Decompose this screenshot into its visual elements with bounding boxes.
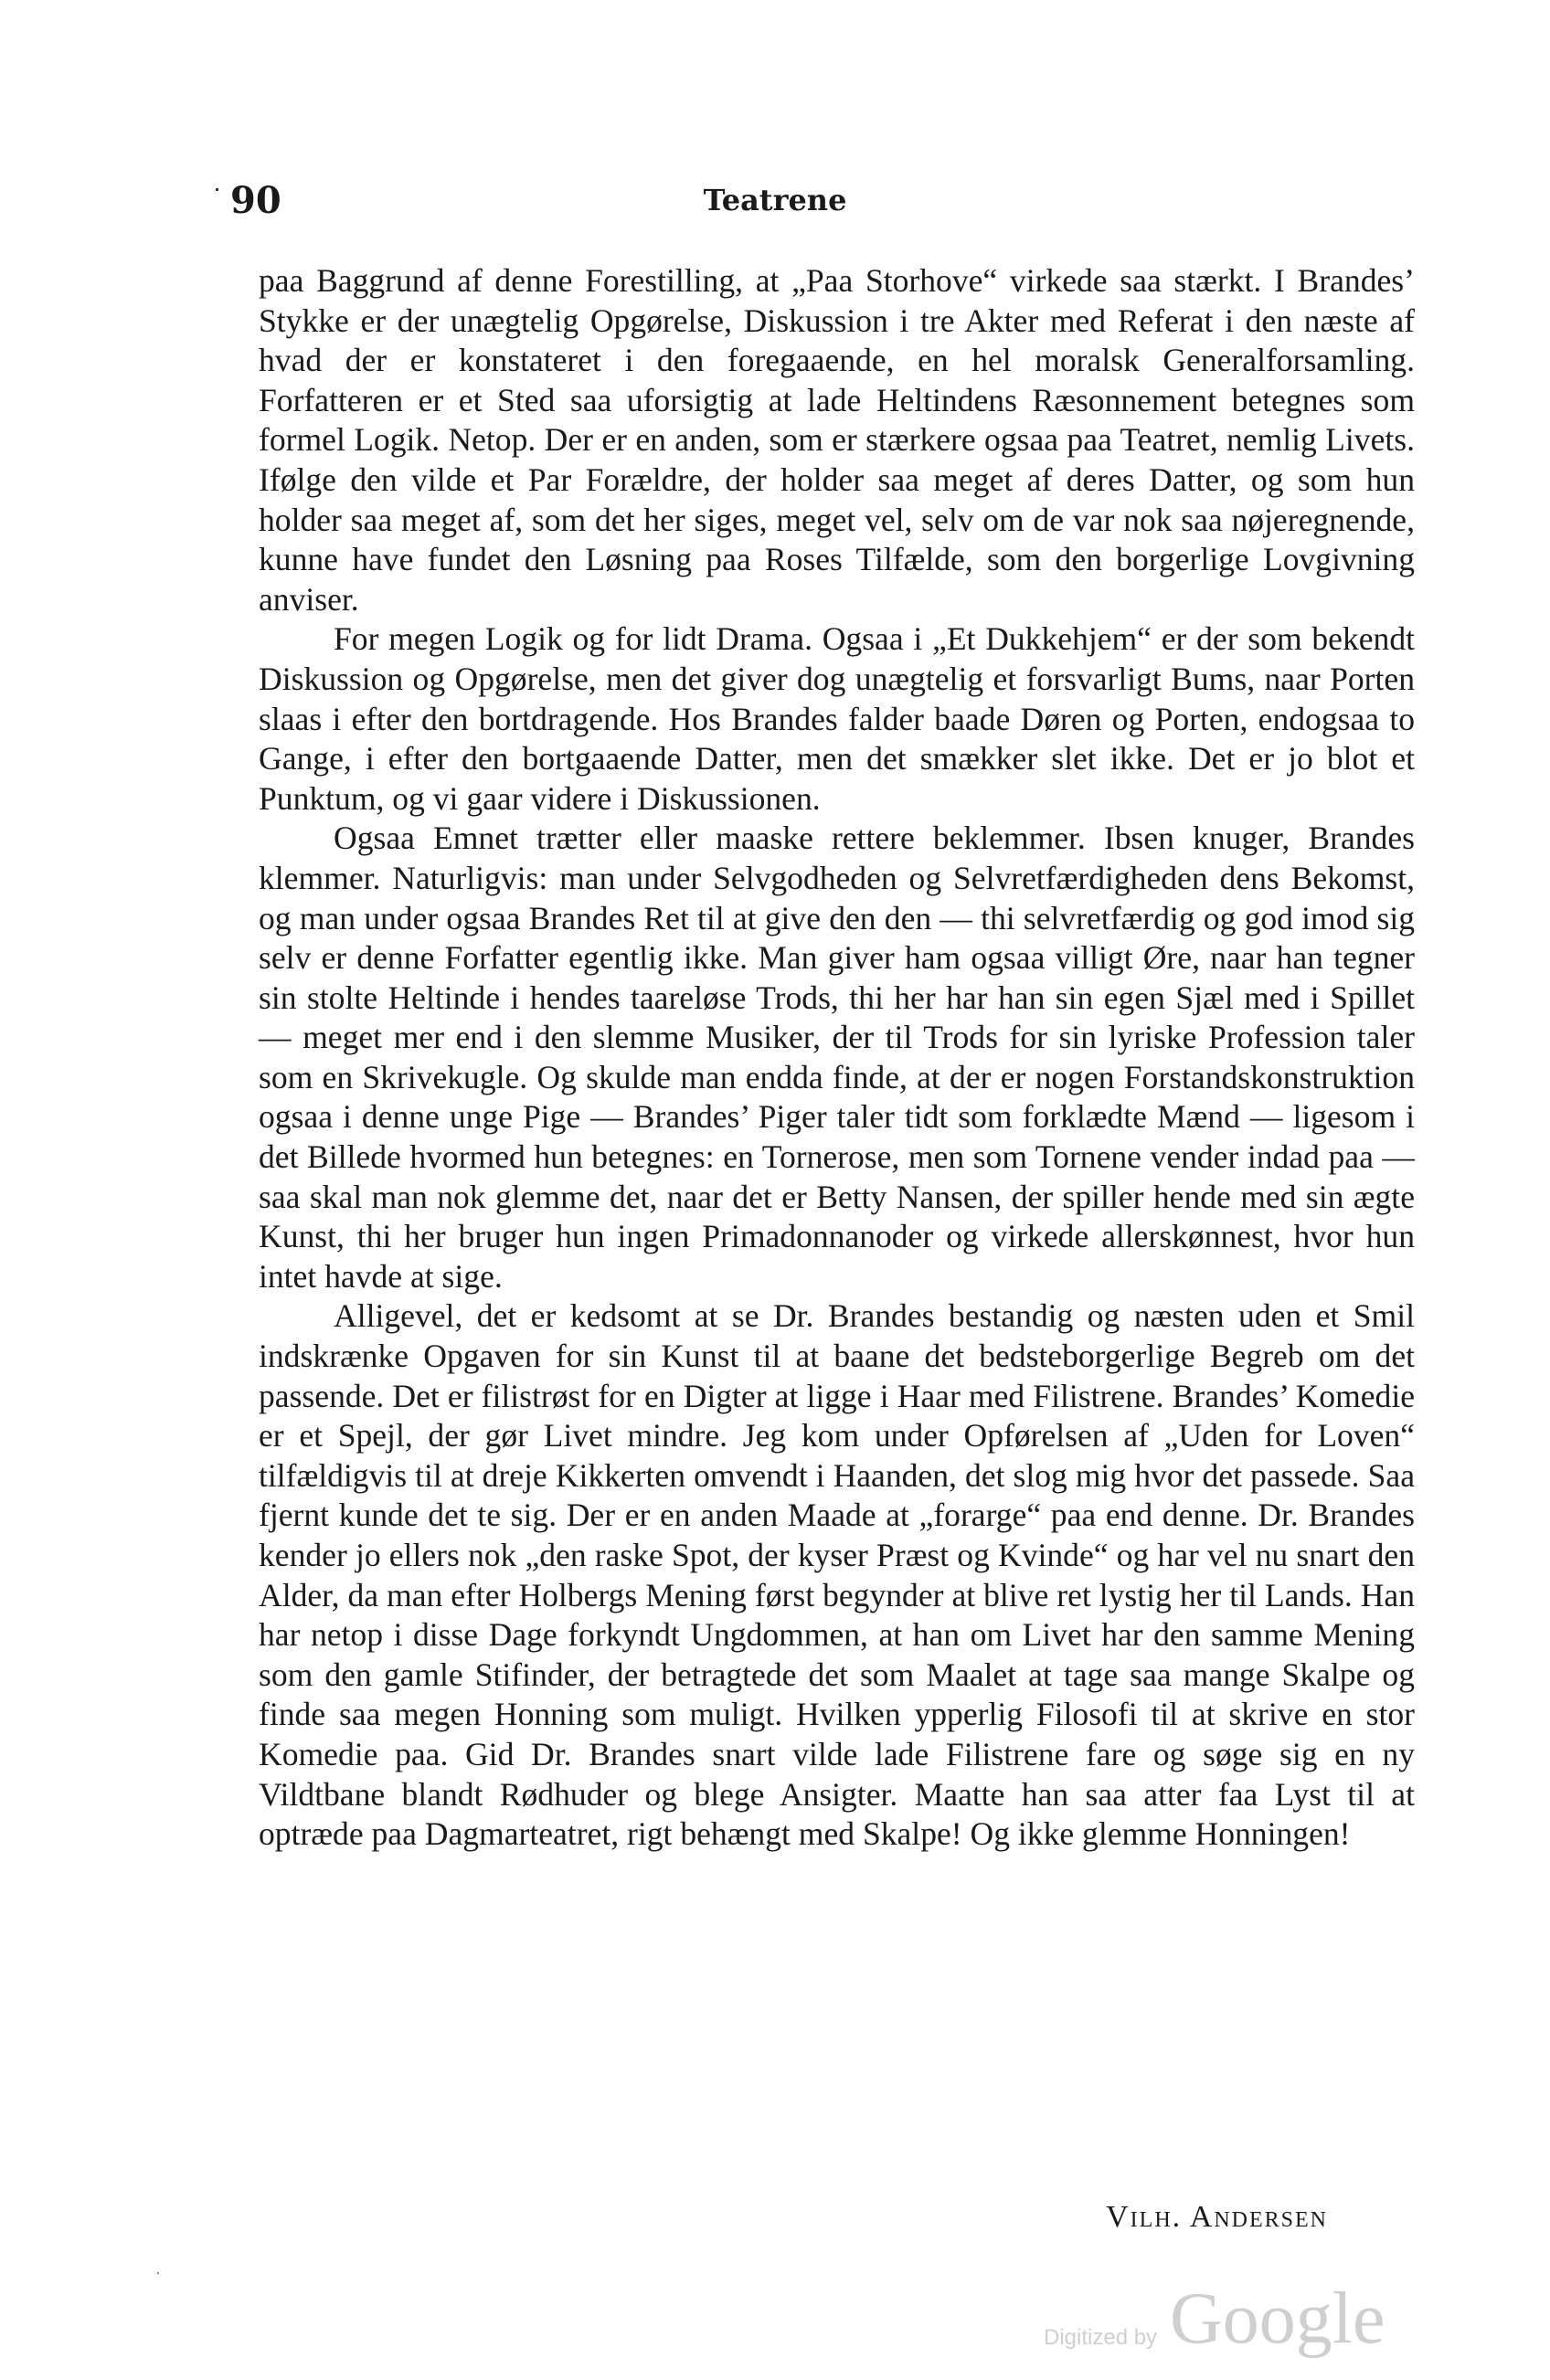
paragraph-2: For megen Logik og for lidt Drama. Ogsaa i „Et Dukkehjem“ er der som bekendt Diskussion og Opgørelse, men det giver dog unægtelig et forsvarligt Bums, naar Porten slaas i efter den bortdragende. Hos Brandes falder baade Døren og Porten, endogsaa to Gange, i efter den bortgaaende Datter, men det smækker slet ikke. Det er jo blot et Punktum, og vi gaar videre i Diskussionen. bbox=[259, 620, 1415, 817]
digitized-by-label: Digitized by bbox=[1044, 2325, 1158, 2350]
body-text bbox=[259, 261, 1415, 1855]
paragraph-4: Alligevel, det er kedsomt at se Dr. Brandes bestandig og næsten uden et Smil indskrænke Opgaven for sin Kunst til at baane det bedsteborgerlige Begreb om det passende. Det er filistrøst for en Digter at ligge i Haar med Filistrene. Brandes’ Komedie er et Spejl, der gør Livet mindre. Jeg kom under Opførelsen af „Uden for Loven“ tilfældigvis til at dreje Kikkerten omvendt i Haanden, det slog mig hvor det passede. Saa fjernt kunde det te sig. Der er en anden Maade at „forarge“ paa end denne. Dr. Brandes kender jo ellers nok „den raske Spot, der kyser Præst og Kvinde“ og har vel nu snart den Alder, da man efter Holbergs Mening først begynder at blive ret lystig her til Lands. Han har netop i disse Dage forkyndt Ungdommen, at han om Livet har den samme Mening som den gamle Stifinder, der betragtede det som Maalet at tage saa mange Skalpe og finde saa megen Honning som muligt. Hvilken ypperlig Filosofi til at skrive en stor Komedie paa. Gid Dr. Brandes snart vilde lade Filistrene fare og søge sig en ny Vildtbane blandt Rødhuder og blege Ansigter. Maatte han saa atter faa Lyst til at optræde paa Dagmarteatret, rigt behængt med Skalpe! Og ikke glemme Honningen! bbox=[259, 1297, 1415, 1853]
paragraph-3: Ogsaa Emnet trætter eller maaske rettere beklemmer. Ibsen knuger, Brandes klemmer. Naturligvis: man under Selvgodheden og Selvretfærdigheden dens Bekomst, og man under ogsaa Brandes Ret til at give den den — thi selvretfærdig og god imod sig selv er denne Forfatter egentlig ikke. Man giver ham ogsaa villigt Øre, naar han tegner sin stolte Heltinde i hendes taareløse Trods, thi her har han sin egen Sjæl med i Spillet — meget mer end i den slemme Musiker, der til Trods for sin lyriske Profession taler som en Skrivekugle. Og skulde man endda finde, at der er nogen Forstandskonstruktion ogsaa i denne unge Pige — Brandes’ Piger taler tidt som forklædte Mænd — ligesom i det Billede hvormed hun betegnes: en Tornerose, men som Tornene vender indad paa — saa skal man nok glemme det, naar det er Betty Nansen, der spiller hende med sin ægte Kunst, thi her bruger hun ingen Primadonnanoder og virkede allerskønnest, hvor hun intet havde at sige. bbox=[259, 820, 1415, 1295]
page-number: 90 bbox=[230, 179, 281, 222]
google-logo-watermark: Google bbox=[1170, 2279, 1385, 2359]
scan-speck bbox=[157, 2272, 159, 2274]
author-signature: Vilh. Andersen bbox=[1106, 2200, 1328, 2234]
paragraph-1: paa Baggrund af denne Forestilling, at „Paa Storhove“ virkede saa stærkt. I Brandes’ Stykke er der unægtelig Opgørelse, Diskussion i tre Akter med Referat i den næste af hvad der er konstateret i den foregaaende, en hel moralsk Generalforsamling. Forfatteren er et Sted saa uforsigtig at lade Heltindens Ræsonnement betegnes som formel Logik. Netop. Der er en anden, som er stærkere ogsaa paa Teatret, nemlig Livets. Ifølge den vilde et Par Forældre, der holder saa meget af deres Datter, og som hun holder saa meget af, som det her siges, meget vel, selv om de var nok saa nøjeregnende, kunne have fundet den Løsning paa Roses Tilfælde, som den borgerlige Lovgivning anviser. bbox=[259, 262, 1415, 618]
running-header-title: Teatrene bbox=[703, 183, 847, 217]
